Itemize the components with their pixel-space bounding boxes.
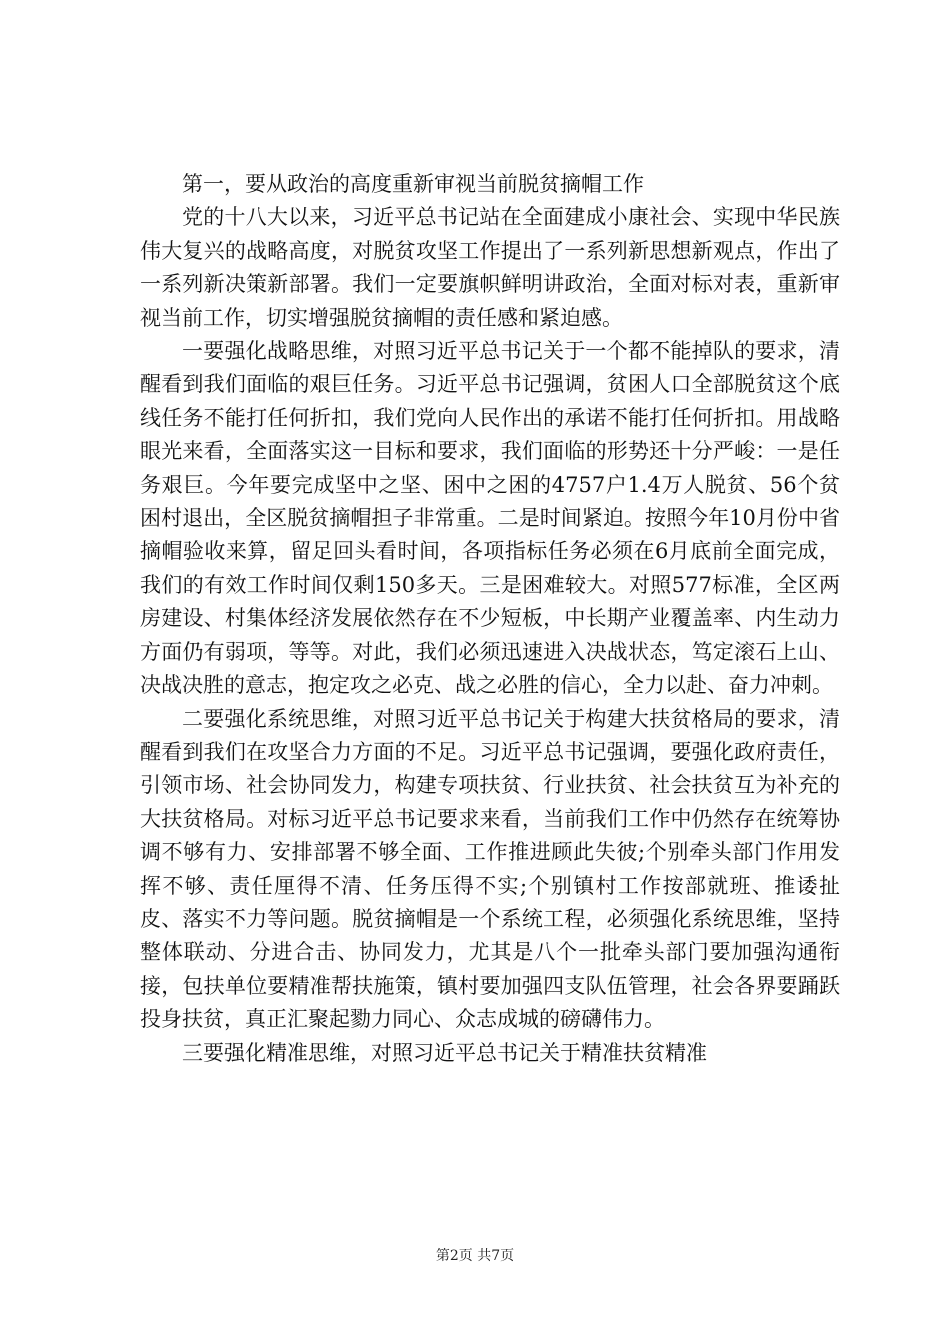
paragraph: 三要强化精准思维，对照习近平总书记关于精准扶贫精准 xyxy=(182,1040,707,1065)
paragraph: 一要强化战略思维，对照习近平总书记关于一个都不能掉队的要求，清醒看到我们面临的艰巨任务。习近平总书记强调，贫困人口全部脱贫这个底线任务不能打任何折扣，我们党向人民作出的承诺不能打任何折扣。用战略眼光来看，全面落实这一目标和要求，我们面临的形势还十分严峻：一是任务艰巨。今年要完成坚中之坚、困中之困的4757户1.4万人脱贫、56个贫困村退出，全区脱贫摘帽担子非常重。二是时间紧迫。按照今年10月份中省摘帽验收来算，留足回头看时间，各项指标任务必须在6月底前全面完成，我们的有效工作时间仅剩150多天。三是困难较大。对照577标准，全区两房建设、村集体经济发展依然存在不少短板，中长期产业覆盖率、内生动力方面仍有弱项，等等。对此，我们必须迅速进入决战状态，笃定滚石上山、决战决胜的意志，抱定攻之必克、战之必胜的信心，全力以赴、奋力冲刺。 xyxy=(140,339,840,698)
document-body xyxy=(140,168,840,1070)
section-heading: 第一，要从政治的高度重新审视当前脱贫摘帽工作 xyxy=(182,172,644,196)
paragraph: 二要强化系统思维，对照习近平总书记关于构建大扶贫格局的要求，清醒看到我们在攻坚合力方面的不足。习近平总书记强调，要强化政府责任，引领市场、社会协同发力，构建专项扶贫、行业扶贫、社会扶贫互为补充的大扶贫格局。对标习近平总书记要求来看，当前我们工作中仍然存在统筹协调不够有力、安排部署不够全面、工作推进顾此失彼;个别牵头部门作用发挥不够、责任厘得不清、任务压得不实;个别镇村工作按部就班、推诿扯皮、落实不力等问题。脱贫摘帽是一个系统工程，必须强化系统思维，坚持整体联动、分进合击、协同发力，尤其是八个一批牵头部门要加强沟通衔接，包扶单位要精准帮扶施策，镇村要加强四支队伍管理，社会各界要踊跃投身扶贫，真正汇聚起勠力同心、众志成城的磅礴伟力。 xyxy=(140,706,840,1032)
page-footer: 第2页 共7页 xyxy=(435,1248,515,1264)
paragraph: 党的十八大以来，习近平总书记站在全面建成小康社会、实现中华民族伟大复兴的战略高度，对脱贫攻坚工作提出了一系列新思想新观点，作出了一系列新决策新部署。我们一定要旗帜鲜明讲政治，全面对标对表，重新审视当前工作，切实增强脱贫摘帽的责任感和紧迫感。 xyxy=(140,205,840,330)
